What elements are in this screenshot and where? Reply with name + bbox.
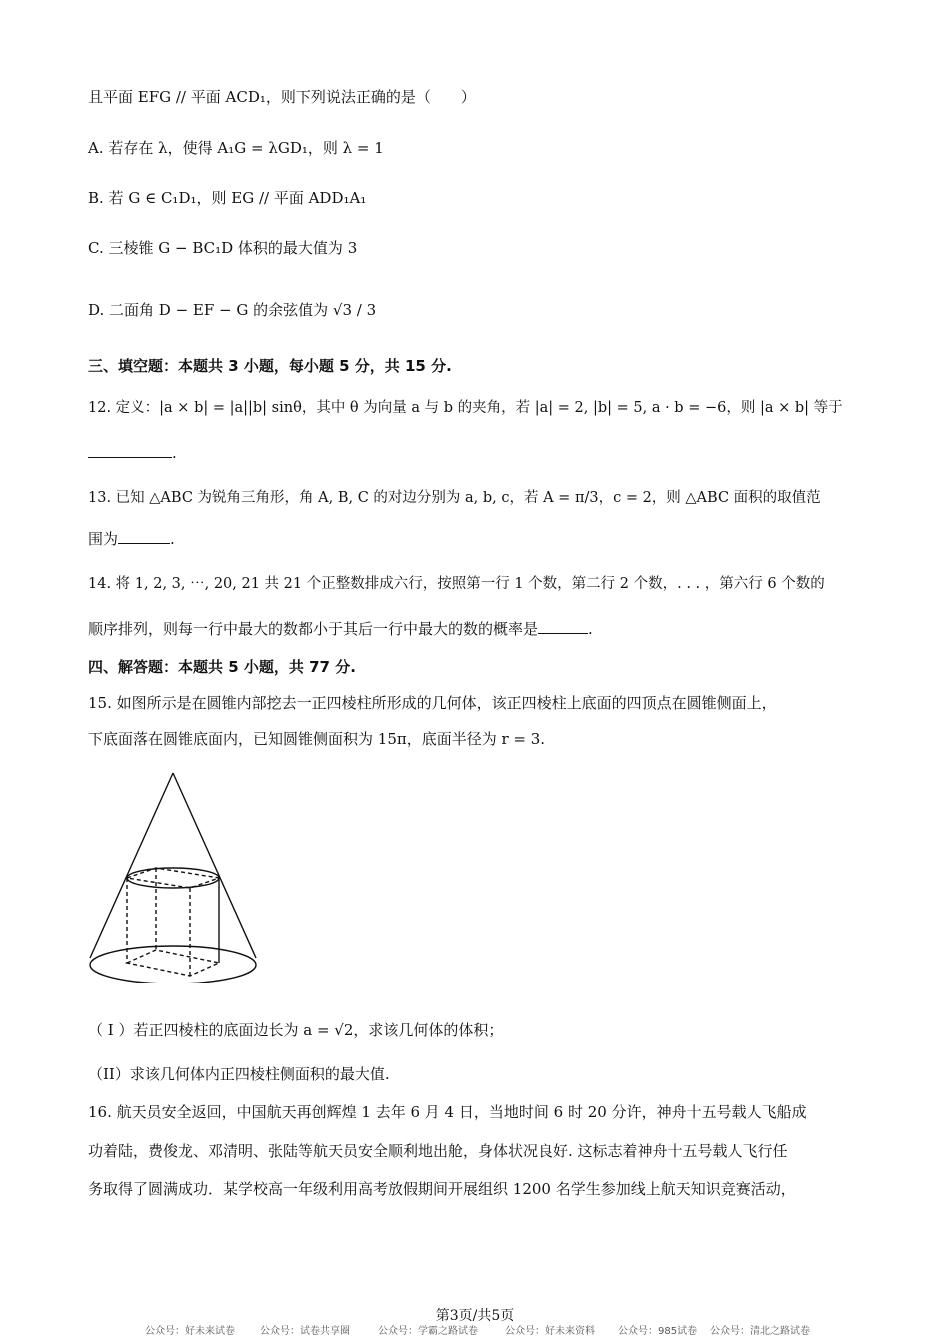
answer-blank — [538, 632, 588, 634]
question-16-text: 16. 航天员安全返回，中国航天再创辉煌 1 去年 6 月 4 日，当地时间 6 时 20 分许，神舟十五号载人飞船成 — [88, 1103, 807, 1121]
watermark: 公众号：好未来试卷 — [145, 1326, 235, 1337]
option-a: A. 若存在 λ，使得 A₁G = λGD₁，则 λ = 1 — [88, 139, 384, 157]
question-15-part-1: （ I ）若正四棱柱的底面边长为 a = √2，求该几何体的体积； — [88, 1021, 504, 1039]
option-b: B. 若 G ∈ C₁D₁，则 EG // 平面 ADD₁A₁ — [88, 189, 367, 207]
page-number: 第3页/共5页 — [435, 1308, 515, 1324]
period: . — [170, 530, 175, 548]
cone-figure — [85, 768, 260, 983]
period: . — [588, 620, 593, 638]
option-c: C. 三棱锥 G − BC₁D 体积的最大值为 3 — [88, 239, 358, 257]
option-d: D. 二面角 D − EF − G 的余弦值为 √3 / 3 — [88, 301, 377, 319]
question-13-text: 13. 已知 △ABC 为锐角三角形，角 A, B, C 的对边分别为 a, b, c，若 A = π/3，c = 2，则 △ABC 面积的取值范 — [88, 490, 821, 506]
question-13-answer — [88, 528, 175, 550]
watermark: 公众号：清北之路试卷 — [710, 1326, 810, 1337]
section-heading: 四、解答题：本题共 5 小题，共 77 分. — [88, 658, 356, 676]
answer-blank — [88, 456, 172, 458]
answer-blank — [118, 542, 170, 544]
question-16-text: 务取得了圆满成功．某学校高一年级利用高考放假期间开展组织 1200 名学生参加线上航天知识竞赛活动， — [88, 1180, 796, 1198]
text-line: 且平面 EFG // 平面 ACD₁，则下列说法正确的是（ ） — [88, 88, 476, 106]
question-15-part-2: （II）求该几何体内正四棱柱侧面积的最大值. — [88, 1065, 390, 1083]
watermark: 公众号：985试卷 — [618, 1326, 698, 1337]
question-15-text: 15. 如图所示是在圆锥内部挖去一正四棱柱所形成的几何体，该正四棱柱上底面的四顶点在圆锥侧面上， — [88, 694, 777, 712]
period: . — [172, 444, 177, 462]
answer-prefix: 顺序排列，则每一行中最大的数都小于其后一行中最大的数的概率是 — [88, 620, 539, 638]
watermark: 公众号：试卷共享圈 — [260, 1326, 350, 1337]
watermark: 公众号：学霸之路试卷 — [378, 1326, 478, 1337]
question-16-text: 功着陆，费俊龙、邓清明、张陆等航天员安全顺利地出舱，身体状况良好. 这标志着神舟十五号载人飞行任 — [88, 1142, 788, 1160]
question-12-text: 12. 定义：|a × b| = |a||b| sinθ，其中 θ 为向量 a 与 b 的夹角，若 |a| = 2, |b| = 5, a · b = −6，则 |a × b| 等于 — [88, 400, 843, 416]
section-heading: 三、填空题：本题共 3 小题，每小题 5 分，共 15 分. — [88, 357, 452, 375]
answer-prefix: 围为 — [88, 530, 119, 548]
question-15-text: 下底面落在圆锥底面内，已知圆锥侧面积为 15π，底面半径为 r = 3. — [88, 730, 546, 748]
watermark: 公众号：好未来资料 — [505, 1326, 595, 1337]
question-14-text: 14. 将 1, 2, 3, ⋯, 20, 21 共 21 个正整数排成六行，按照第一行 1 个数，第二行 2 个数，. . . ，第六行 6 个数的 — [88, 576, 825, 592]
question-12-answer — [88, 442, 177, 464]
question-14-answer — [88, 618, 593, 640]
